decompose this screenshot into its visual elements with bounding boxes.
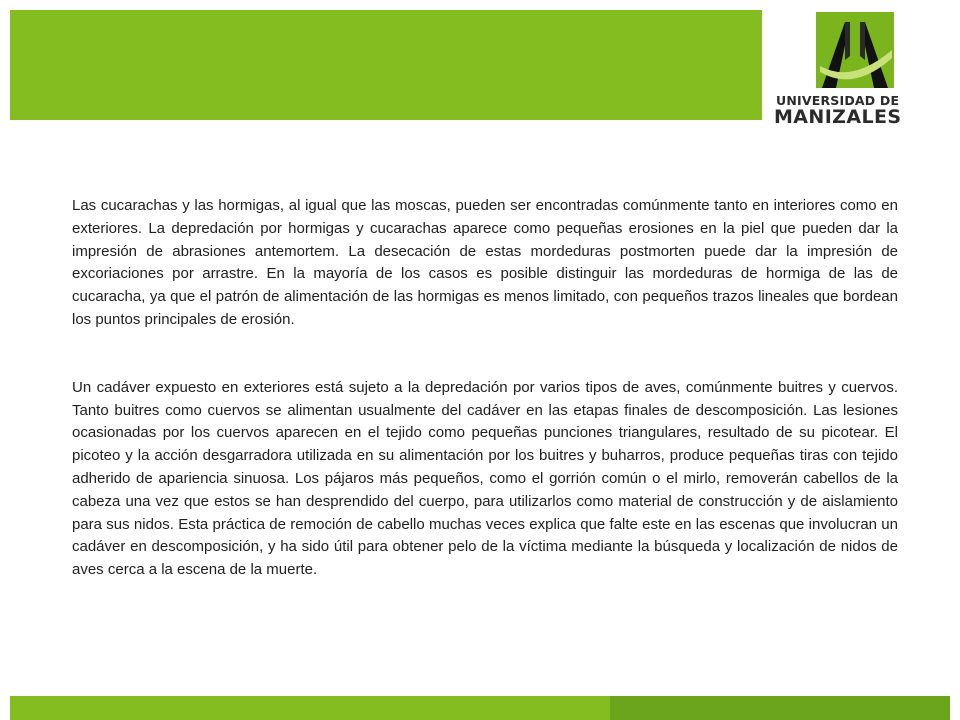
paragraph-insects: Las cucarachas y las hormigas, al igual que las moscas, pueden ser encontradas comúnmente tanto en interiores como en exteriores. La depredación por hormigas y cucarachas aparece como pequeñas erosiones en la piel que pueden dar la impresión de abrasiones antemortem. La desecación de estas mordeduras postmorten puede dar la impresión de excoriaciones por arrastre. En la mayoría de los casos es posible distinguir las mordeduras de hormiga de las de cucaracha, ya que el patrón de alimentación de las hormigas es menos limitado, con pequeños trazos lineales que bordean los puntos principales de erosión. [72,197,898,328]
university-emblem-icon [816,10,894,92]
logo-text-line1: UNIVERSIDAD DE [776,93,900,108]
bottom-green-band [10,696,950,720]
bottom-band-end-segment [610,696,950,720]
university-logo [770,10,950,130]
body-text [72,195,898,582]
paragraph-birds: Un cadáver expuesto en exteriores está sujeto a la depredación por varios tipos de aves, comúnmente buitres y cuervos. Tanto buitres como cuervos se alimentan usualmente del cadáver en las etapas finales de descomposición. Las lesiones ocasionadas por los cuervos aparecen en el tejido como pequeñas punciones triangulares, resultado de su picotear. El picoteo y la acción desgarradora utilizada en su alimentación por los buitres y buharros, produce pequeñas tiras con tejido adherido de apariencia sinuosa. Los pájaros más pequeños, como el gorrión común o el mirlo, removerán cabellos de la cabeza una vez que estos se han desprendido del cuerpo, para utilizarlos como material de construcción y de aislamiento para sus nidos. Esta práctica de remoción de cabello muchas veces explica que falte este en las escenas que involucran un cadáver en descomposición, y ha sido útil para obtener pelo de la víctima mediante la búsqueda y localización de nidos de aves cerca a la escena de la muerte. [72,378,898,579]
logo-text-line2: MANIZALES [774,106,902,128]
top-green-band [10,10,762,120]
bottom-band-main-segment [10,696,610,720]
